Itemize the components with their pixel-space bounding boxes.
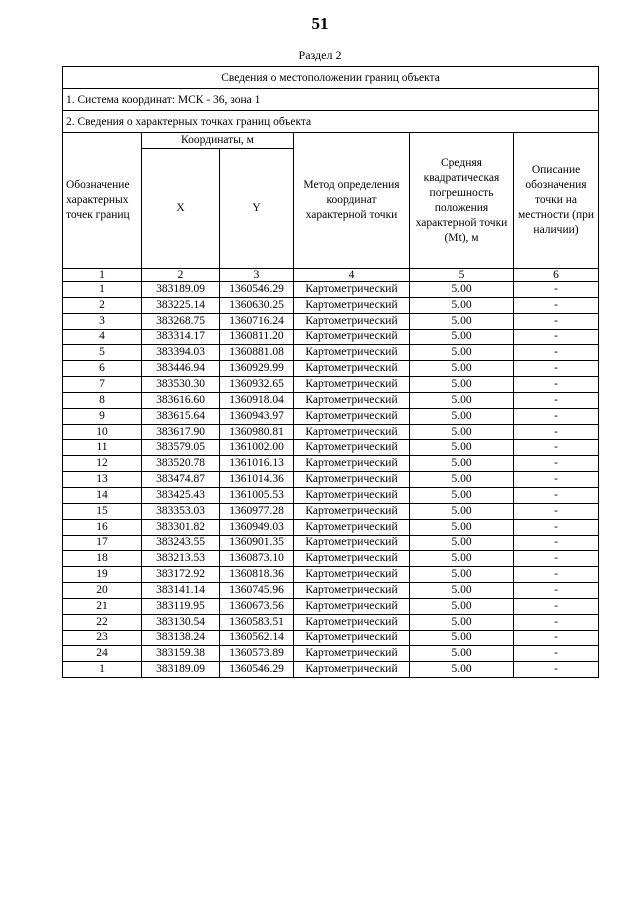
cell-x: 383172.92 (142, 567, 220, 583)
table-row (63, 583, 599, 599)
cell-x: 383301.82 (142, 519, 220, 535)
cell-point-number: 19 (63, 567, 142, 583)
cell-point-number: 16 (63, 519, 142, 535)
cell-error: 5.00 (410, 329, 514, 345)
cell-point-number: 1 (63, 662, 142, 678)
points-heading-row (63, 111, 599, 133)
cell-error: 5.00 (410, 583, 514, 599)
cell-point-number: 10 (63, 424, 142, 440)
cell-x: 383189.09 (142, 662, 220, 678)
cell-point-number: 6 (63, 361, 142, 377)
header-point-designation: Обозначение характерных точек границ (63, 133, 142, 269)
table-row (63, 598, 599, 614)
cell-description: - (514, 361, 599, 377)
table-row (63, 487, 599, 503)
cell-description: - (514, 392, 599, 408)
cell-y: 1360546.29 (220, 282, 294, 298)
cell-y: 1360716.24 (220, 313, 294, 329)
cell-x: 383159.38 (142, 646, 220, 662)
cell-method: Картометрический (294, 646, 410, 662)
cell-description: - (514, 345, 599, 361)
cell-method: Картометрический (294, 297, 410, 313)
cell-error: 5.00 (410, 630, 514, 646)
cell-point-number: 24 (63, 646, 142, 662)
table-row (63, 630, 599, 646)
cell-y: 1361016.13 (220, 456, 294, 472)
column-number: 3 (220, 269, 294, 282)
cell-description: - (514, 329, 599, 345)
cell-y: 1360943.97 (220, 408, 294, 424)
cell-method: Картометрический (294, 567, 410, 583)
cell-y: 1360901.35 (220, 535, 294, 551)
cell-y: 1361002.00 (220, 440, 294, 456)
cell-method: Картометрический (294, 630, 410, 646)
cell-error: 5.00 (410, 487, 514, 503)
table-title: Сведения о местоположении границ объекта (63, 67, 599, 89)
section-label: Раздел 2 (298, 48, 342, 62)
cell-y: 1360977.28 (220, 503, 294, 519)
cell-y: 1360929.99 (220, 361, 294, 377)
cell-y: 1360818.36 (220, 567, 294, 583)
cell-point-number: 4 (63, 329, 142, 345)
cell-description: - (514, 630, 599, 646)
cell-x: 383617.90 (142, 424, 220, 440)
points-heading: 2. Сведения о характерных точках границ объекта (63, 111, 599, 133)
table-row (63, 551, 599, 567)
cell-error: 5.00 (410, 440, 514, 456)
cell-method: Картометрический (294, 614, 410, 630)
table-row (63, 456, 599, 472)
cell-error: 5.00 (410, 614, 514, 630)
table-row (63, 361, 599, 377)
cell-method: Картометрический (294, 361, 410, 377)
cell-x: 383130.54 (142, 614, 220, 630)
cell-x: 383243.55 (142, 535, 220, 551)
cell-y: 1360932.65 (220, 377, 294, 393)
header-x: X (142, 149, 220, 269)
cell-method: Картометрический (294, 472, 410, 488)
cell-point-number: 21 (63, 598, 142, 614)
cell-error: 5.00 (410, 598, 514, 614)
cell-x: 383141.14 (142, 583, 220, 599)
cell-method: Картометрический (294, 392, 410, 408)
cell-x: 383189.09 (142, 282, 220, 298)
cell-description: - (514, 662, 599, 678)
cell-y: 1360630.25 (220, 297, 294, 313)
cell-error: 5.00 (410, 392, 514, 408)
cell-description: - (514, 456, 599, 472)
table-row (63, 392, 599, 408)
cell-x: 383579.05 (142, 440, 220, 456)
column-number: 4 (294, 269, 410, 282)
cell-y: 1360583.51 (220, 614, 294, 630)
table-row (63, 535, 599, 551)
cell-error: 5.00 (410, 535, 514, 551)
cell-x: 383213.53 (142, 551, 220, 567)
cell-description: - (514, 583, 599, 599)
cell-point-number: 14 (63, 487, 142, 503)
cell-point-number: 23 (63, 630, 142, 646)
table-row (63, 472, 599, 488)
cell-point-number: 9 (63, 408, 142, 424)
cell-description: - (514, 535, 599, 551)
cell-x: 383425.43 (142, 487, 220, 503)
cell-error: 5.00 (410, 456, 514, 472)
cell-y: 1360881.08 (220, 345, 294, 361)
column-number: 6 (514, 269, 599, 282)
table-row (63, 345, 599, 361)
cell-error: 5.00 (410, 297, 514, 313)
coord-system: 1. Система координат: МСК - 36, зона 1 (63, 89, 599, 111)
cell-point-number: 12 (63, 456, 142, 472)
cell-error: 5.00 (410, 503, 514, 519)
cell-error: 5.00 (410, 662, 514, 678)
cell-x: 383446.94 (142, 361, 220, 377)
cell-point-number: 20 (63, 583, 142, 599)
cell-description: - (514, 519, 599, 535)
cell-y: 1360562.14 (220, 630, 294, 646)
cell-error: 5.00 (410, 408, 514, 424)
cell-description: - (514, 297, 599, 313)
cell-description: - (514, 567, 599, 583)
cell-method: Картометрический (294, 519, 410, 535)
cell-x: 383394.03 (142, 345, 220, 361)
cell-point-number: 7 (63, 377, 142, 393)
cell-point-number: 13 (63, 472, 142, 488)
cell-y: 1361005.53 (220, 487, 294, 503)
cell-method: Картометрический (294, 551, 410, 567)
cell-error: 5.00 (410, 472, 514, 488)
cell-point-number: 15 (63, 503, 142, 519)
cell-method: Картометрический (294, 345, 410, 361)
header-coordinates: Координаты, м (142, 133, 294, 149)
cell-method: Картометрический (294, 424, 410, 440)
table-row (63, 440, 599, 456)
cell-method: Картометрический (294, 329, 410, 345)
cell-y: 1361014.36 (220, 472, 294, 488)
cell-x: 383530.30 (142, 377, 220, 393)
cell-method: Картометрический (294, 377, 410, 393)
cell-y: 1360949.03 (220, 519, 294, 535)
cell-description: - (514, 551, 599, 567)
cell-y: 1360673.56 (220, 598, 294, 614)
cell-error: 5.00 (410, 377, 514, 393)
table-row (63, 614, 599, 630)
cell-method: Картометрический (294, 313, 410, 329)
table-row (63, 329, 599, 345)
cell-point-number: 1 (63, 282, 142, 298)
table-row (63, 408, 599, 424)
cell-y: 1360811.20 (220, 329, 294, 345)
cell-error: 5.00 (410, 519, 514, 535)
cell-method: Картометрический (294, 440, 410, 456)
table-title-row (63, 67, 599, 89)
cell-description: - (514, 614, 599, 630)
cell-method: Картометрический (294, 598, 410, 614)
column-number: 1 (63, 269, 142, 282)
cell-method: Картометрический (294, 456, 410, 472)
cell-point-number: 3 (63, 313, 142, 329)
column-number: 2 (142, 269, 220, 282)
cell-x: 383520.78 (142, 456, 220, 472)
cell-method: Картометрический (294, 487, 410, 503)
cell-y: 1360873.10 (220, 551, 294, 567)
table-row (63, 646, 599, 662)
cell-point-number: 5 (63, 345, 142, 361)
cell-description: - (514, 282, 599, 298)
table-row (63, 313, 599, 329)
cell-point-number: 22 (63, 614, 142, 630)
cell-method: Картометрический (294, 282, 410, 298)
table-row (63, 503, 599, 519)
cell-point-number: 8 (63, 392, 142, 408)
cell-point-number: 17 (63, 535, 142, 551)
table-row (63, 297, 599, 313)
header-error: Средняя квадратическая погрешность положения характерной точки (Mt), м (410, 133, 514, 269)
table-row (63, 662, 599, 678)
cell-description: - (514, 377, 599, 393)
cell-y: 1360546.29 (220, 662, 294, 678)
cell-method: Картометрический (294, 408, 410, 424)
cell-description: - (514, 472, 599, 488)
cell-error: 5.00 (410, 551, 514, 567)
cell-x: 383615.64 (142, 408, 220, 424)
table-row (63, 377, 599, 393)
cell-x: 383225.14 (142, 297, 220, 313)
page-number: 51 (311, 14, 329, 33)
cell-point-number: 18 (63, 551, 142, 567)
cell-description: - (514, 313, 599, 329)
cell-method: Картометрический (294, 535, 410, 551)
cell-x: 383138.24 (142, 630, 220, 646)
cell-description: - (514, 487, 599, 503)
boundary-table (62, 66, 599, 678)
cell-y: 1360918.04 (220, 392, 294, 408)
cell-description: - (514, 408, 599, 424)
cell-error: 5.00 (410, 282, 514, 298)
cell-x: 383268.75 (142, 313, 220, 329)
header-y: Y (220, 149, 294, 269)
cell-x: 383353.03 (142, 503, 220, 519)
cell-point-number: 11 (63, 440, 142, 456)
cell-x: 383119.95 (142, 598, 220, 614)
table-row (63, 424, 599, 440)
cell-error: 5.00 (410, 424, 514, 440)
table-body (63, 282, 599, 678)
coord-system-row (63, 89, 599, 111)
cell-error: 5.00 (410, 345, 514, 361)
cell-error: 5.00 (410, 567, 514, 583)
cell-point-number: 2 (63, 297, 142, 313)
cell-y: 1360745.96 (220, 583, 294, 599)
table-row (63, 567, 599, 583)
header-method: Метод определения координат характерной точки (294, 133, 410, 269)
header-row-1 (63, 133, 599, 149)
table-row (63, 519, 599, 535)
column-number: 5 (410, 269, 514, 282)
column-number-row (63, 269, 599, 282)
cell-description: - (514, 424, 599, 440)
cell-error: 5.00 (410, 361, 514, 377)
cell-description: - (514, 503, 599, 519)
cell-error: 5.00 (410, 646, 514, 662)
cell-y: 1360980.81 (220, 424, 294, 440)
cell-x: 383616.60 (142, 392, 220, 408)
cell-description: - (514, 440, 599, 456)
cell-x: 383474.87 (142, 472, 220, 488)
cell-method: Картометрический (294, 503, 410, 519)
cell-method: Картометрический (294, 662, 410, 678)
table-row (63, 282, 599, 298)
cell-error: 5.00 (410, 313, 514, 329)
cell-description: - (514, 646, 599, 662)
cell-method: Картометрический (294, 583, 410, 599)
cell-description: - (514, 598, 599, 614)
cell-x: 383314.17 (142, 329, 220, 345)
cell-y: 1360573.89 (220, 646, 294, 662)
header-description: Описание обозначения точки на местности (при наличии) (514, 133, 599, 269)
